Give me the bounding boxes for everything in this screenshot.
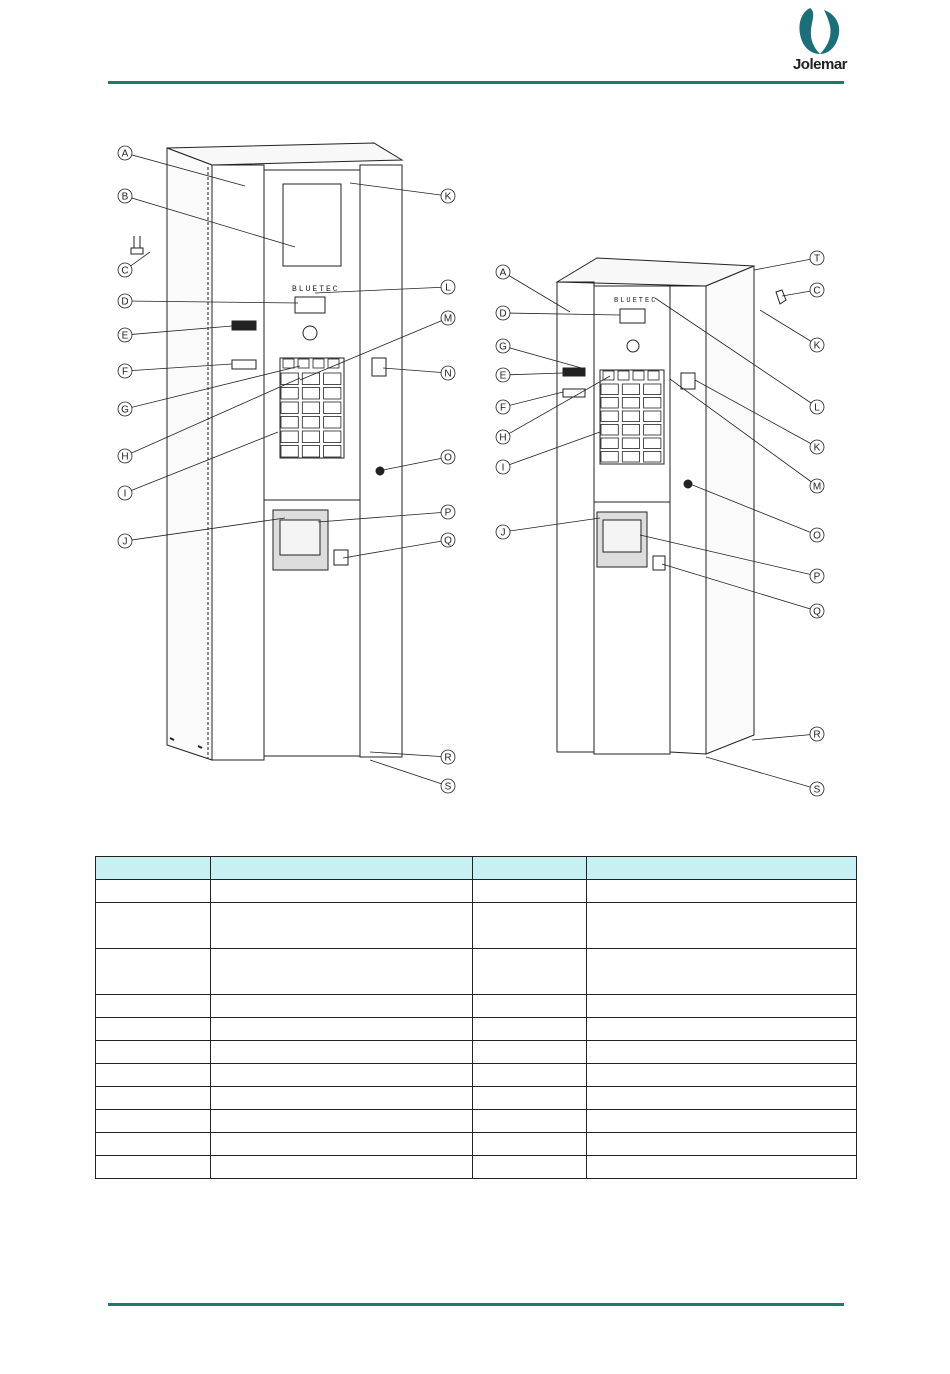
callout-letter: F	[499, 402, 507, 414]
callout-leader-line	[503, 373, 563, 375]
callout-leader-line	[503, 432, 600, 467]
keypad-button	[601, 384, 618, 395]
callout-leader-line	[706, 757, 817, 789]
table-cell	[587, 880, 857, 903]
callout-left-s	[370, 760, 455, 793]
callout-letter: N	[444, 368, 452, 380]
table-cell	[96, 1133, 211, 1156]
keypad-button	[644, 438, 661, 449]
keypad-button	[622, 398, 639, 409]
table-cell	[473, 995, 587, 1018]
table-cell	[587, 1156, 857, 1179]
callout-leader-line	[503, 392, 563, 407]
callout-right-j	[496, 518, 600, 539]
keypad-grids	[281, 359, 661, 462]
table-cell	[473, 1087, 587, 1110]
callout-right-i	[496, 432, 600, 474]
callout-leader-line	[383, 457, 448, 470]
callout-right-k	[760, 310, 824, 352]
callout-leader-line	[383, 368, 448, 373]
keypad-button	[622, 411, 639, 422]
table-cell	[211, 1087, 473, 1110]
callout-letter: O	[813, 530, 821, 542]
table-header-cell	[211, 857, 473, 880]
footer-rule	[108, 1303, 844, 1306]
callout-letter: E	[499, 370, 507, 382]
callout-letter: T	[813, 253, 821, 265]
callout-letter: B	[121, 191, 129, 203]
callout-letter: R	[444, 752, 452, 764]
callout-letter: E	[121, 330, 129, 342]
keypad-button	[302, 388, 319, 400]
table-cell	[587, 1133, 857, 1156]
table-cell	[211, 880, 473, 903]
keypad-button	[324, 446, 341, 458]
table-cell	[473, 880, 587, 903]
callout-letter: R	[813, 729, 821, 741]
vending-machine-diagram	[0, 130, 950, 810]
callout-letter: F	[121, 366, 129, 378]
keypad-button	[601, 411, 618, 422]
keypad-button	[281, 402, 298, 414]
table-header-cell	[96, 857, 211, 880]
callout-letter: A	[121, 148, 129, 160]
callout-letter: J	[500, 527, 506, 539]
table-row	[96, 1133, 857, 1156]
keypad-button	[622, 438, 639, 449]
keypad-button	[622, 425, 639, 436]
callout-letter: G	[499, 341, 507, 353]
callout-letter: M	[812, 481, 822, 493]
callout-letter: D	[121, 296, 129, 308]
keypad-button	[644, 425, 661, 436]
callout-right-f	[496, 392, 563, 414]
left-display-text: BLUETEC	[292, 285, 340, 294]
table-cell	[211, 1064, 473, 1087]
callout-letter: L	[445, 282, 451, 294]
table-cell	[211, 949, 473, 995]
callout-letter: K	[444, 191, 452, 203]
table-row	[96, 1064, 857, 1087]
table-cell	[96, 1156, 211, 1179]
keypad-button	[283, 359, 294, 368]
callout-leader-line	[370, 760, 448, 786]
table-row	[96, 880, 857, 903]
keypad-button	[644, 411, 661, 422]
right-display-text: BLUETEC	[614, 297, 658, 305]
keypad-button	[281, 431, 298, 443]
keypad-button	[302, 402, 319, 414]
callout-leader-line	[318, 512, 448, 522]
table-cell	[473, 1110, 587, 1133]
callout-letter: C	[121, 265, 129, 277]
keypad-button	[324, 402, 341, 414]
callout-letter: I	[501, 462, 505, 474]
table-cell	[211, 1110, 473, 1133]
table-cell	[473, 949, 587, 995]
keypad-button	[302, 417, 319, 429]
keypad-button	[601, 452, 618, 463]
table-cell	[96, 995, 211, 1018]
keypad-button	[618, 371, 629, 380]
callout-letter: M	[443, 313, 453, 325]
callout-letter: G	[121, 404, 129, 416]
callout-letter: K	[813, 442, 821, 454]
callout-leader-line	[343, 540, 448, 558]
table-row	[96, 995, 857, 1018]
table-cell	[211, 1133, 473, 1156]
keypad-button	[644, 452, 661, 463]
callout-left-n	[383, 366, 455, 380]
table-row	[96, 1041, 857, 1064]
table-cell	[96, 1087, 211, 1110]
table-cell	[96, 1064, 211, 1087]
callout-letter: O	[444, 452, 452, 464]
jolemar-logo	[780, 4, 860, 74]
table-row	[96, 903, 857, 949]
callout-letter: I	[123, 488, 127, 500]
table-cell	[587, 1041, 857, 1064]
callout-letter: H	[499, 432, 507, 444]
callout-letter: S	[444, 781, 452, 793]
callout-letter: A	[499, 267, 507, 279]
callout-left-c	[118, 252, 150, 277]
left-machine	[131, 143, 402, 760]
callout-leader-line	[503, 518, 600, 532]
table-cell	[96, 1018, 211, 1041]
table-row	[96, 1156, 857, 1179]
callout-left-p	[318, 505, 455, 522]
callout-right-a	[496, 265, 570, 312]
keypad-button	[601, 425, 618, 436]
keypad-button	[648, 371, 659, 380]
callout-right-h	[496, 376, 610, 444]
table-cell	[211, 1156, 473, 1179]
table-cell	[587, 995, 857, 1018]
keypad-button	[633, 371, 644, 380]
callout-letter: Q	[444, 535, 452, 547]
keypad-button	[324, 417, 341, 429]
table-cell	[587, 1018, 857, 1041]
callout-letter: H	[121, 451, 129, 463]
logo-wordmark: Jolemar	[792, 56, 848, 73]
callout-right-s	[706, 757, 824, 796]
callout-letter: L	[814, 402, 820, 414]
table-cell	[211, 995, 473, 1018]
table-cell	[211, 1041, 473, 1064]
keypad-button	[644, 384, 661, 395]
keypad-button	[281, 446, 298, 458]
callout-right-d	[496, 306, 620, 320]
table-cell	[473, 1041, 587, 1064]
keypad-button	[324, 373, 341, 385]
callout-leader-line	[503, 346, 585, 369]
callout-leader-line	[300, 318, 448, 380]
keypad-button	[324, 388, 341, 400]
keypad-button	[302, 431, 319, 443]
table-cell	[587, 903, 857, 949]
keypad-button	[302, 446, 319, 458]
table-cell	[473, 1064, 587, 1087]
keypad-button	[281, 417, 298, 429]
table-header-cell	[473, 857, 587, 880]
right-machine	[557, 258, 786, 754]
table-cell	[211, 903, 473, 949]
logo-mark-icon	[780, 4, 860, 60]
callout-right-e	[496, 368, 563, 382]
table-cell	[211, 1018, 473, 1041]
table-cell	[587, 949, 857, 995]
table-header-row	[96, 857, 857, 880]
callout-leader-line	[350, 183, 448, 196]
callout-left-o	[383, 450, 455, 470]
keypad-button	[328, 359, 339, 368]
table-cell	[473, 903, 587, 949]
table-cell	[96, 1110, 211, 1133]
callout-leader-line	[503, 272, 570, 312]
keypad-button	[601, 438, 618, 449]
table-cell	[587, 1110, 857, 1133]
callout-letter: J	[122, 536, 128, 548]
parts-table-body	[96, 880, 857, 1179]
table-header-cell	[587, 857, 857, 880]
table-cell	[473, 1133, 587, 1156]
keypad-button	[644, 398, 661, 409]
keypad-button	[622, 384, 639, 395]
callout-letter: P	[813, 571, 821, 583]
callout-leader-line	[503, 313, 620, 315]
callout-left-m	[300, 311, 455, 380]
callout-leader-line	[760, 310, 817, 345]
keypad-button	[281, 388, 298, 400]
keypad-button	[622, 452, 639, 463]
callout-right-g	[496, 339, 585, 369]
callout-letter: C	[813, 285, 821, 297]
callout-right-t	[754, 251, 824, 270]
table-cell	[587, 1087, 857, 1110]
keypad-button	[324, 431, 341, 443]
callout-leader-line	[754, 258, 817, 270]
callout-right-c	[782, 283, 824, 297]
table-row	[96, 1018, 857, 1041]
callout-leader-line	[370, 752, 448, 757]
keypad-button	[302, 373, 319, 385]
keypad-button	[601, 398, 618, 409]
callout-letter: S	[813, 784, 821, 796]
table-row	[96, 1110, 857, 1133]
callout-letter: D	[499, 308, 507, 320]
table-cell	[96, 903, 211, 949]
callout-letter: P	[444, 507, 452, 519]
table-cell	[473, 1018, 587, 1041]
callout-letter: Q	[813, 606, 821, 618]
keypad-button	[313, 359, 324, 368]
keypad-button	[298, 359, 309, 368]
table-cell	[96, 949, 211, 995]
header-rule	[108, 81, 844, 84]
callout-right-r	[752, 727, 824, 741]
parts-legend-table	[95, 856, 857, 1179]
table-cell	[96, 880, 211, 903]
table-cell	[96, 1041, 211, 1064]
table-cell	[473, 1156, 587, 1179]
table-row	[96, 1087, 857, 1110]
callout-leader-line	[752, 734, 817, 740]
table-cell	[587, 1064, 857, 1087]
callout-letter: K	[813, 340, 821, 352]
table-row	[96, 949, 857, 995]
